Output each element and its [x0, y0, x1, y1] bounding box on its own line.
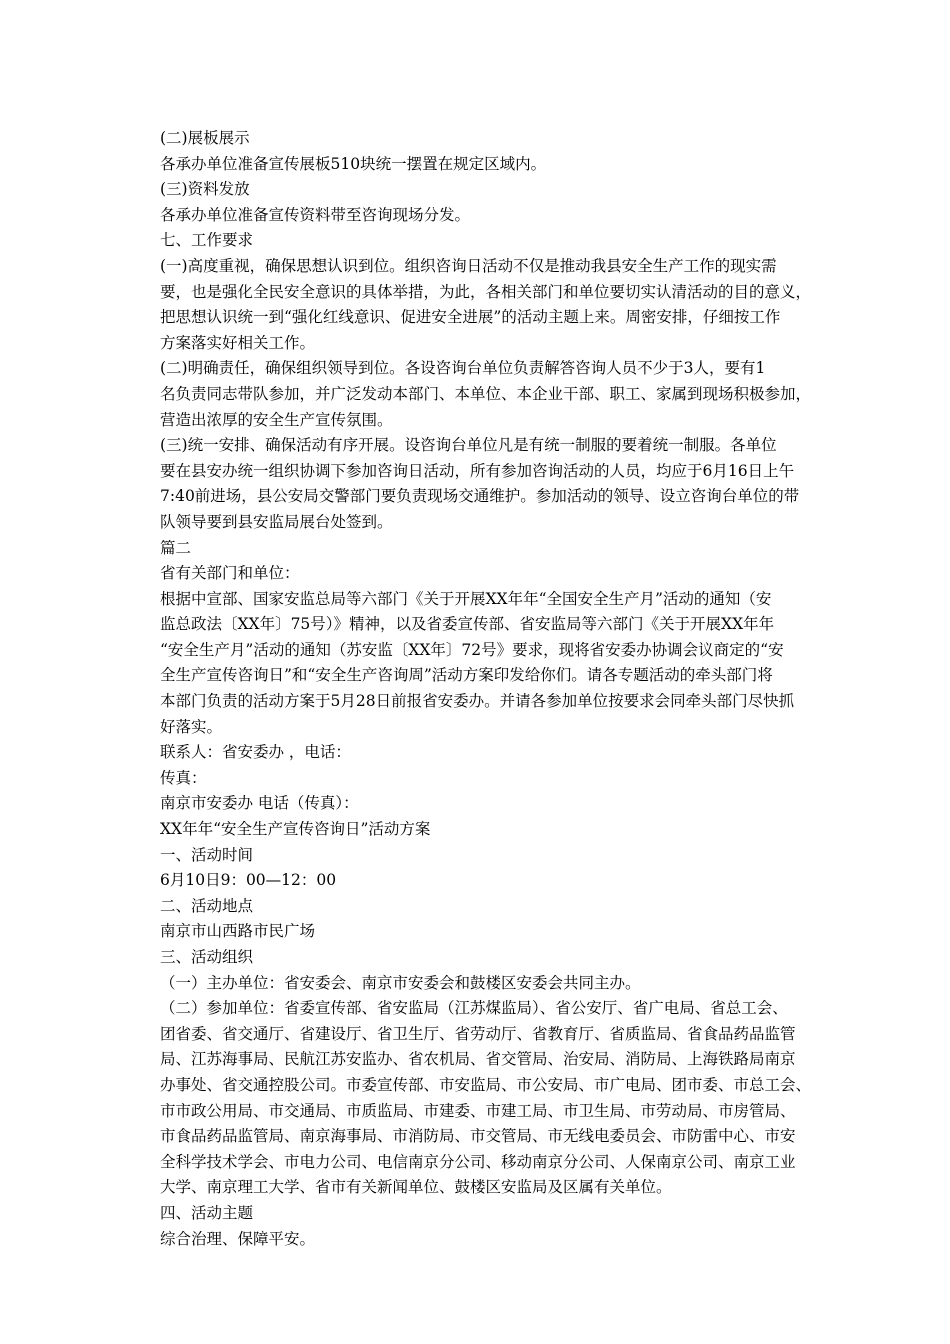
paragraph-line: 名负责同志带队参加，并广泛发动本部门、本单位、本企业干部、职工、家属到现场积极参加，: [160, 384, 812, 403]
heading-activity-organization: 三、活动组织: [160, 948, 254, 966]
paragraph-line: 队领导要到县安监局展台处签到。: [160, 512, 393, 531]
paragraph-line: 监总政法〔XX年〕75号）》精神，以及省委宣传部、省安监局等六部门《关于开展XX年年: [160, 615, 775, 634]
participants-line: （二）参加单位：省委宣传部、省安监局（江苏煤监局）、省公安厅、省广电局、省总工会、: [160, 999, 788, 1018]
heading-activity-location: 二、活动地点: [160, 896, 254, 915]
participants-line: 市食品药品监管局、南京海事局、市消防局、市交管局、市无线电委员会、市防雷中心、市安: [160, 1127, 796, 1146]
paragraph: 各承办单位准备宣传资料带至咨询现场分发。: [160, 205, 471, 224]
activity-theme-value: 综合治理、保障平安。: [160, 1229, 316, 1248]
salutation: 省有关部门和单位：: [160, 564, 300, 583]
activity-time-value: 6月10日9：00—12：00: [160, 871, 337, 890]
activity-location-value: 南京市山西路市民广场: [160, 922, 316, 941]
paragraph: 各承办单位准备宣传展板510块统一摆置在规定区域内。: [160, 154, 547, 173]
heading-work-requirements: 七、工作要求: [160, 231, 254, 250]
paragraph-line: 好落实。: [160, 717, 223, 736]
heading-activity-theme: 四、活动主题: [160, 1203, 254, 1222]
section-heading-part-two: 篇二: [160, 538, 192, 557]
participants-line: 团省委、省交通厅、省建设厅、省卫生厅、省劳动厅、省教育厅、省质监局、省食品药品监管: [160, 1024, 796, 1043]
heading-activity-time: 一、活动时间: [160, 845, 254, 864]
nanjing-contact: 南京市安委办 电话（传真）：: [160, 794, 359, 813]
paragraph-line: 本部门负责的活动方案于5月28日前报省安委办。并请各参加单位按要求会同牵头部门尽快抓: [160, 692, 795, 711]
participants-line: 市市政公用局、市交通局、市质监局、市建委、市建工局、市卫生局、市劳动局、市房管局、: [160, 1101, 796, 1120]
heading-exhibit-boards: (二)展板展示: [160, 129, 250, 147]
plan-title: XX年年“安全生产宣传咨询日”活动方案: [160, 820, 431, 839]
document-body: [160, 126, 820, 1252]
paragraph-line: (一)高度重视，确保思想认识到位。组织咨询日活动不仅是推动我县安全生产工作的现实需: [160, 256, 777, 275]
fax: 传真：: [160, 768, 207, 787]
paragraph-line: 要，也是强化全民安全意识的具体举措，为此，各相关部门和单位要切实认清活动的目的意义，: [160, 282, 812, 301]
paragraph-line: “安全生产月”活动的通知（苏安监〔XX年〕72号》要求，现将省安委办协调会议商定的“安: [160, 640, 784, 659]
paragraph-line: 把思想认识统一到“强化红线意识、促进安全进展”的活动主题上来。周密安排，仔细按工作: [160, 308, 781, 327]
participants-line: 办事处、省交通控股公司。市委宣传部、市安监局、市公安局、市广电局、团市委、市总工会、: [160, 1075, 812, 1094]
paragraph-line: 要在县安办统一组织协调下参加咨询日活动，所有参加咨询活动的人员，均应于6月16日上午: [160, 461, 795, 480]
heading-materials: (三)资料发放: [160, 180, 250, 199]
paragraph-line: 根据中宣部、国家安监总局等六部门《关于开展XX年年“全国安全生产月”活动的通知（安: [160, 589, 772, 608]
paragraph-line: (二)明确责任，确保组织领导到位。各设咨询台单位负责解答咨询人员不少于3人，要有1: [160, 359, 766, 378]
paragraph-line: 7:40前进场，县公安局交警部门要负责现场交通维护。参加活动的领导、设立咨询台单位的带: [160, 487, 800, 506]
participants-line: 全科学技术学会、市电力公司、电信南京分公司、移动南京分公司、人保南京公司、南京工业: [160, 1152, 796, 1171]
organizers: （一）主办单位：省安委会、南京市安委会和鼓楼区安委会共同主办。: [160, 973, 641, 992]
paragraph-line: (三)统一安排、确保活动有序开展。设咨询台单位凡是有统一制服的要着统一制服。各单位: [160, 436, 777, 455]
paragraph-line: 营造出浓厚的安全生产宣传氛围。: [160, 410, 393, 429]
paragraph-line: 方案落实好相关工作。: [160, 333, 316, 352]
participants-line: 大学、南京理工大学、省市有关新闻单位、鼓楼区安监局及区属有关单位。: [160, 1178, 672, 1197]
participants-line: 局、江苏海事局、民航江苏安监办、省农机局、省交管局、治安局、消防局、上海铁路局南京: [160, 1050, 796, 1069]
contact-person: 联系人：省安委办 ，电话：: [160, 743, 351, 762]
paragraph-line: 全生产宣传咨询日”和“安全生产咨询周”活动方案印发给你们。请各专题活动的牵头部门将: [160, 666, 773, 685]
